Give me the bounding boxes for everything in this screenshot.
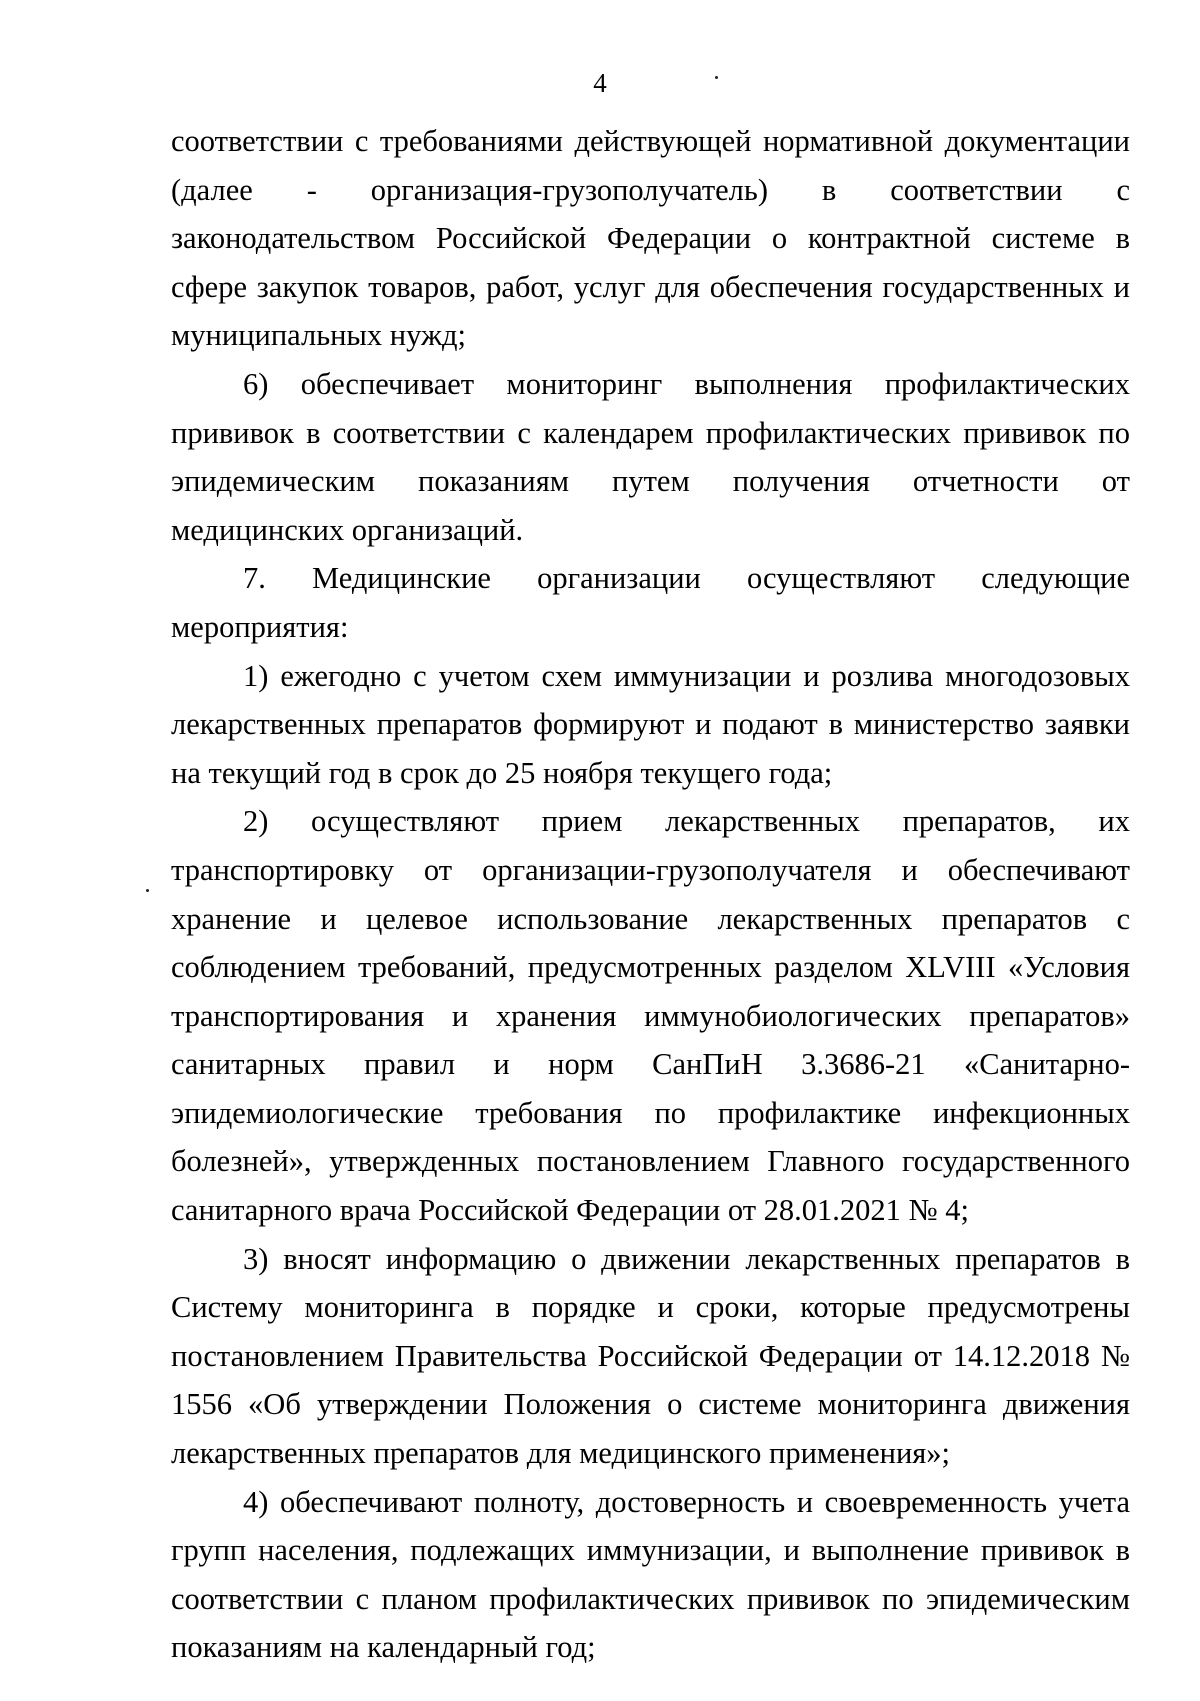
scan-speck (715, 76, 718, 79)
page-number: 4 (593, 68, 607, 98)
paragraph-section-7: 7. Медицинские организации осуществляют следующие мероприятия: (171, 561, 1130, 644)
document-body (171, 117, 1130, 1672)
paragraph-item-2: 2) осуществляют прием лекарственных препаратов, их транспортировку от организации-грузополучателя и обеспечивают хранение и целевое использование лекарственных препаратов с соблюдением требований, предусмотренных разделом XLVIII «Условия транспортирования и хранения иммунобиологических препаратов» санитарных правил и норм СанПиН 3.3686-21 «Санитарно-эпидемиологические требования по профилактике инфекционных болезней», утвержденных постановлением Главного государственного санитарного врача Российской Федерации от 28.01.2021 № 4; (171, 804, 1130, 1228)
paragraph-continuation: соответствии с требованиями действующей нормативной документации (далее - организация-грузополучатель) в соответствии с законодательством Российской Федерации о контрактной системе в сфере закупок товаров, работ, услуг для обеспечения государственных и муниципальных нужд; (171, 124, 1130, 353)
scan-speck (146, 889, 149, 892)
paragraph-item-6: 6) обеспечивает мониторинг выполнения профилактических прививок в соответствии с календарем профилактических прививок по эпидемическим показаниям путем получения отчетности от медицинских организаций. (171, 366, 1130, 547)
paragraph-item-4: 4) обеспечивают полноту, достоверность и своевременность учета групп населения, подлежащих иммунизации, и выполнение прививок в соответствии с планом профилактических прививок по эпидемическим показаниям на календарный год; (171, 1484, 1130, 1665)
paragraph-item-3: 3) вносят информацию о движении лекарственных препаратов в Систему мониторинга в порядке и сроки, которые предусмотрены постановлением Правительства Российской Федерации от 14.12.2018 № 1556 «Об утверждении Положения о системе мониторинга движения лекарственных препаратов для медицинского применения»; (171, 1241, 1130, 1471)
paragraph-item-1: 1) ежегодно с учетом схем иммунизации и розлива многодозовых лекарственных препаратов формируют и подают в министерство заявки на текущий год в срок до 25 ноября текущего года; (171, 658, 1130, 790)
